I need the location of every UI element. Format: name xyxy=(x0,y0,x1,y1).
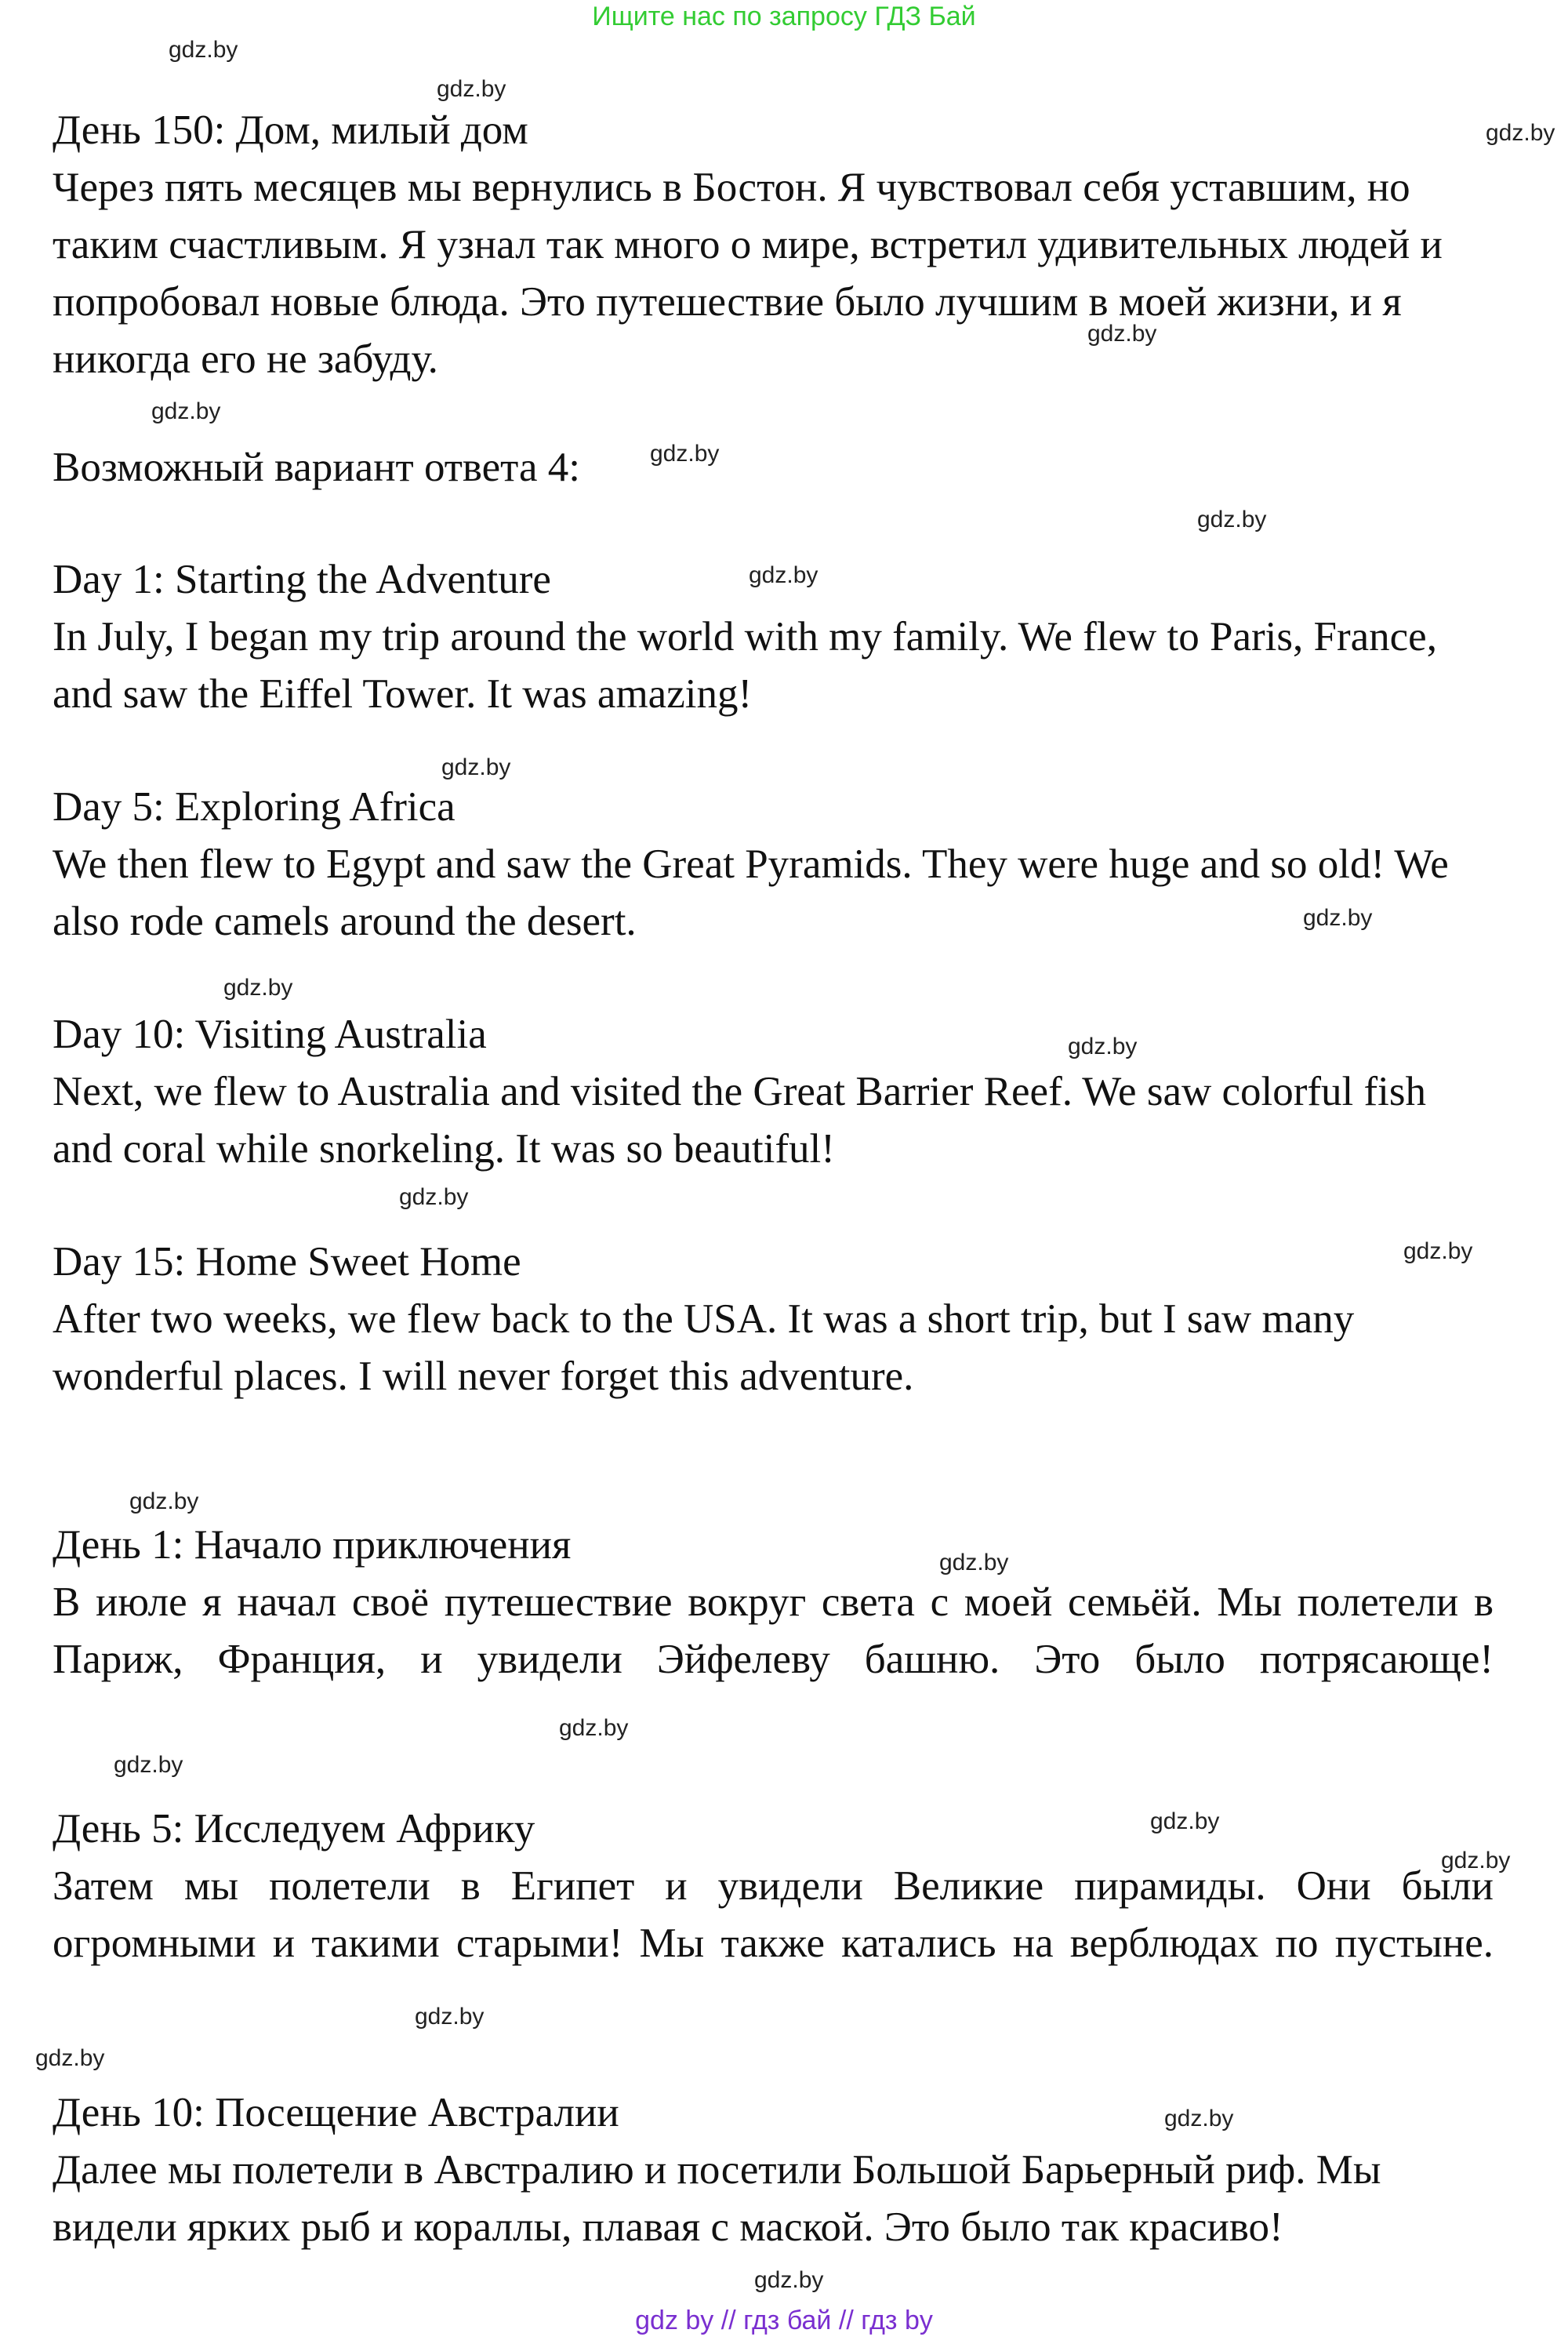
ru-day150-title: День 150: Дом, милый дом xyxy=(53,107,528,153)
watermark: gdz.by xyxy=(1197,507,1267,532)
en-day15-title: Day 15: Home Sweet Home xyxy=(53,1239,521,1285)
ru-day1-title: День 1: Начало приключения xyxy=(53,1522,572,1568)
en-day10-text: Next, we flew to Australia and visited the Great Barrier Reef. We saw colorful fish and coral while snorkeling. It was so beautiful! xyxy=(53,1069,1427,1172)
watermark: gdz.by xyxy=(151,398,221,424)
watermark: gdz.by xyxy=(129,1488,199,1514)
watermark: gdz.by xyxy=(754,2267,824,2293)
ru-day10-title: День 10: Посещение Австралии xyxy=(53,2090,619,2135)
answer-variant-label: Возможный вариант ответа 4: xyxy=(53,445,580,490)
watermark: gdz.by xyxy=(35,2045,105,2071)
watermark: gdz.by xyxy=(441,754,511,780)
en-day1-text: In July, I began my trip around the world with my family. We flew to Paris, France, and saw the Eiffel Tower. It was amazing! xyxy=(53,614,1437,717)
watermark: gdz.by xyxy=(749,562,818,588)
watermark: gdz.by xyxy=(399,1184,469,1210)
watermark: gdz.by xyxy=(939,1550,1009,1575)
watermark: gdz.by xyxy=(1087,321,1157,347)
watermark: gdz.by xyxy=(1150,1808,1220,1834)
en-day10-title: Day 10: Visiting Australia xyxy=(53,1012,487,1057)
footer-links[interactable]: gdz by // гдз бай // гдз by xyxy=(635,2306,933,2335)
watermark: gdz.by xyxy=(114,1752,183,1778)
en-day15-text: After two weeks, we flew back to the USA. It was a short trip, but I saw many wonderful places. I will never forget this adventure. xyxy=(53,1296,1355,1399)
watermark: gdz.by xyxy=(1164,2106,1234,2131)
watermark: gdz.by xyxy=(1486,120,1555,146)
ru-day1-text: В июле я начал своё путешествие вокруг света с моей семьёй. Мы полетели в Париж, Франция, и увидели Эйфелеву башню. Это было потрясающе! xyxy=(53,1579,1494,1682)
watermark: gdz.by xyxy=(169,37,238,63)
ru-day5-text: Затем мы полетели в Египет и увидели Великие пирамиды. Они были огромными и такими старыми! Мы также катались на верблюдах по пустыне. xyxy=(53,1863,1494,1966)
ru-day5-title: День 5: Исследуем Африку xyxy=(53,1806,535,1852)
watermark: gdz.by xyxy=(415,2004,485,2030)
watermark: gdz.by xyxy=(1068,1034,1138,1059)
top-banner[interactable]: Ищите нас по запросу ГДЗ Бай xyxy=(592,2,976,31)
ru-day10-text: Далее мы полетели в Австралию и посетили Большой Барьерный риф. Мы видели ярких рыб и кораллы, плавая с маской. Это было так красиво! xyxy=(53,2147,1381,2250)
watermark: gdz.by xyxy=(1441,1848,1511,1873)
en-day5-title: Day 5: Exploring Africa xyxy=(53,784,456,830)
watermark: gdz.by xyxy=(650,441,720,467)
watermark: gdz.by xyxy=(1303,905,1373,931)
watermark: gdz.by xyxy=(1403,1238,1473,1264)
watermark: gdz.by xyxy=(437,76,506,102)
ru-day150-text: Через пять месяцев мы вернулись в Бостон. Я чувствовал себя уставшим, но таким счастливым. Я узнал так много о мире, встретил удивительных людей и попробовал новые блюда. Это путешествие было лучшим в моей жизни, и я никогда его не забуду. xyxy=(53,165,1443,382)
en-day5-text: We then flew to Egypt and saw the Great Pyramids. They were huge and so old! We also rode camels around the desert. xyxy=(53,841,1449,944)
en-day1-title: Day 1: Starting the Adventure xyxy=(53,557,551,602)
watermark: gdz.by xyxy=(559,1715,629,1741)
watermark: gdz.by xyxy=(223,975,293,1001)
